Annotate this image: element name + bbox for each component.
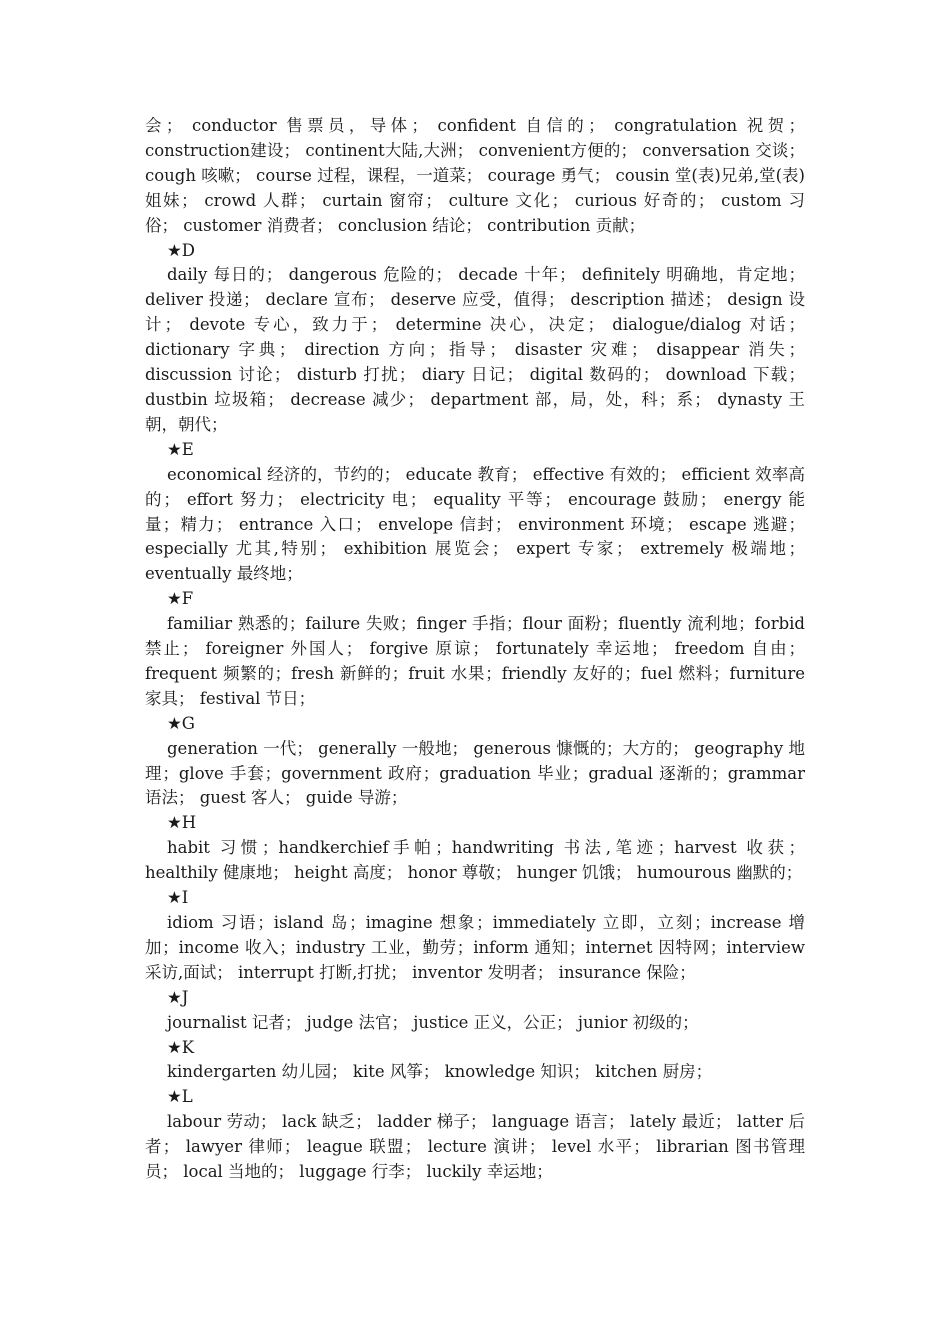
paragraph-e: economical 经济的，节约的； educate 教育； effective 有效的； efficient 效率高的； effort 努力； electricity 电； equality 平等； encourage 鼓励； energy 能量；精力； entrance 入口； envelope 信封； environment 环境； escape 逃避； especially 尤其,特别； exhibition 展览会； expert 专家； extremely 极端地； eventually 最终地； (145, 464, 805, 584)
section-heading-d: ★D (167, 240, 196, 260)
section-heading-i: ★I (167, 888, 189, 908)
paragraph-h: habit 习惯；handkerchief手帕；handwriting 书法,笔迹；harvest 收获；healthily 健康地； height 高度； honor 尊敬； hunger 饥饿； humourous 幽默的； (145, 838, 805, 883)
section-heading-k: ★K (167, 1037, 195, 1057)
paragraph-l: labour 劳动； lack 缺乏； ladder 梯子； language 语言； lately 最近； latter 后者； lawyer 律师； league 联盟； lecture 演讲； level 水平； librarian 图书管理员； local 当地的； luggage 行李； luckily 幸运地； (145, 1112, 805, 1182)
section-heading-e: ★E (167, 439, 194, 459)
paragraph-i: idiom 习语；island 岛；imagine 想象；immediately 立即，立刻；increase 增加；income 收入；industry 工业，勤劳；inform 通知；internet 因特网；interview 采访,面试； interrupt 打断,打扰； inventor 发明者； insurance 保险； (145, 913, 805, 982)
section-heading-l: ★L (167, 1087, 193, 1107)
paragraph-f: familiar 熟悉的；failure 失败；finger 手指；flour 面粉；fluently 流利地；forbid 禁止； foreigner 外国人； forgive 原谅； fortunately 幸运地； freedom 自由；frequent 频繁的；fresh 新鲜的；fruit 水果；friendly 友好的；fuel 燃料；furniture 家具； festival 节日； (145, 614, 805, 708)
section-heading-j: ★J (167, 987, 189, 1007)
section-heading-g: ★G (167, 713, 195, 733)
section-heading-h: ★H (167, 813, 197, 833)
paragraph-j: journalist 记者； judge 法官； justice 正义，公正； junior 初级的； (167, 1012, 699, 1032)
paragraph-c-continued: 会； conductor 售票员，导体； confident 自信的； congratulation 祝贺；construction建设； continent大陆,大洲； convenient方便的； conversation 交谈； cough 咳嗽； course 过程，课程，一道菜； courage 勇气； cousin 堂(表)兄弟,堂(表)姐妹； crowd 人群； curtain 窗帘； culture 文化； curious 好奇的； custom 习俗； customer 消费者； conclusion 结论； contribution 贡献； (145, 116, 805, 235)
paragraph-k: kindergarten 幼儿园； kite 风筝； knowledge 知识； kitchen 厨房； (167, 1062, 713, 1082)
paragraph-d: daily 每日的； dangerous 危险的； decade 十年； definitely 明确地，肯定地； deliver 投递； declare 宣布； deserve 应受，值得； description 描述； design 设计； devote 专心，致力于； determine 决心，决定； dialogue/dialog 对话； dictionary 字典； direction 方向；指导； disaster 灾难； disappear 消失； discussion 讨论； disturb 打扰； diary 日记； digital 数码的； download 下载； dustbin 垃圾箱； decrease 减少； department 部，局，处，科；系； dynasty 王朝，朝代； (145, 265, 805, 434)
section-heading-f: ★F (167, 589, 194, 609)
paragraph-g: generation 一代； generally 一般地； generous 慷慨的；大方的； geography 地理；glove 手套；government 政府；graduation 毕业；gradual 逐渐的；grammar 语法； guest 客人； guide 导游； (145, 738, 805, 808)
document-page (145, 114, 805, 1185)
